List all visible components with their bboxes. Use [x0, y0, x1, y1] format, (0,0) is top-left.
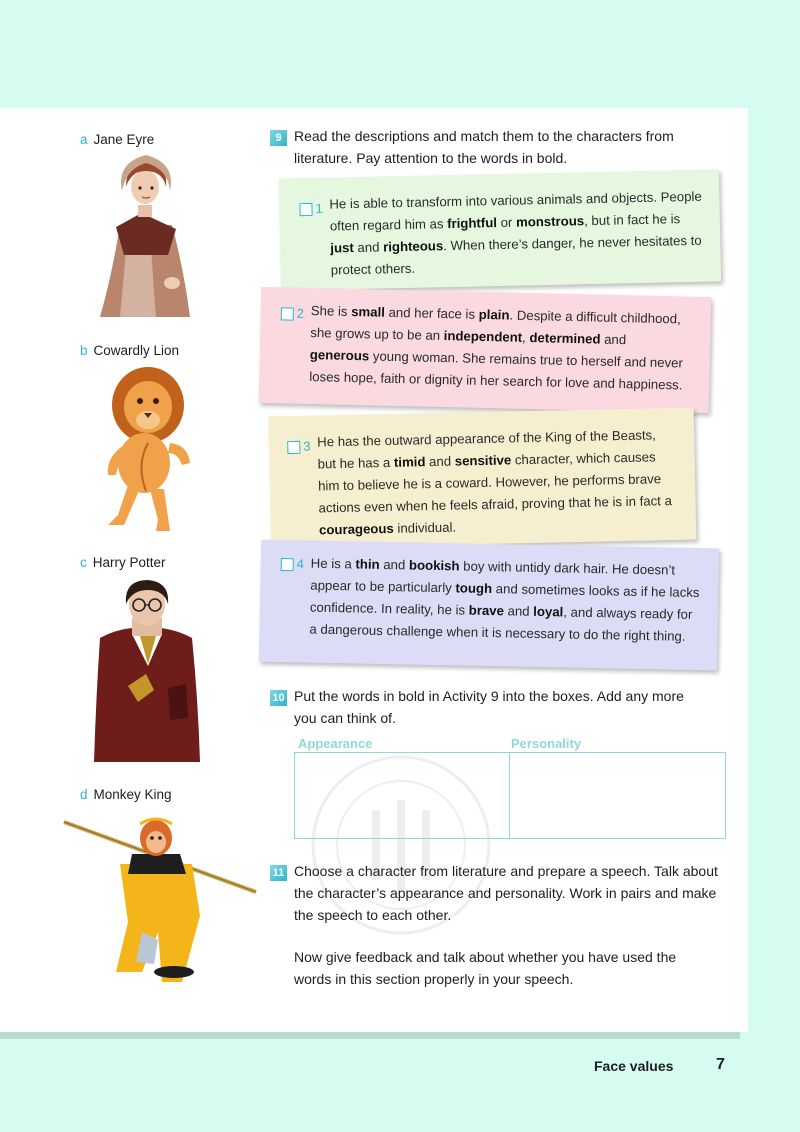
description-card-1 — [279, 169, 721, 290]
text-run: young woman. She remains true to herself and never — [369, 348, 684, 371]
monkey-king-image — [62, 812, 258, 982]
page-number: 7 — [716, 1056, 725, 1073]
label-jane-eyre: a Jane Eyre — [80, 132, 155, 147]
activity-10-number: 10 — [270, 690, 287, 706]
text-run: . When there’s danger, he never hesitates to — [443, 232, 702, 254]
label-harry-potter: c Harry Potter — [80, 555, 166, 570]
card-1-number: 1 — [315, 200, 323, 216]
bold-word: righteous — [382, 238, 444, 255]
bold-word: loyal — [533, 603, 564, 620]
jane-eyre-image — [98, 155, 194, 320]
personality-box[interactable] — [510, 753, 725, 838]
description-card-3 — [269, 408, 697, 549]
card-4-number: 4 — [296, 556, 305, 572]
answer-checkbox-2[interactable] — [281, 307, 294, 320]
text-run: He is able to transform into various animals and objects. People — [329, 188, 702, 212]
text-run: a dangerous challenge when it is necessary to do the right thing. — [309, 621, 686, 644]
harry-potter-image — [92, 578, 202, 762]
text-run: and — [600, 331, 627, 348]
text-run: or — [496, 214, 517, 231]
section-title: Face values — [594, 1058, 674, 1074]
text-run: and sometimes looks as if he lacks — [491, 581, 700, 601]
text-run: She is — [310, 303, 352, 319]
text-run: protect others. — [330, 260, 416, 278]
activity-11-number: 11 — [270, 865, 287, 881]
text-run: loses hope, faith or dignity in her search for love and happiness. — [309, 369, 683, 393]
bold-word: brave — [468, 602, 505, 619]
bold-word: frightful — [446, 215, 498, 232]
appearance-box[interactable] — [295, 753, 509, 838]
answer-checkbox-4[interactable] — [281, 558, 294, 571]
card-3-text — [317, 424, 691, 542]
activity-9-number: 9 — [270, 130, 287, 146]
card-2-text — [309, 300, 703, 397]
appearance-header: Appearance — [298, 736, 373, 751]
bold-word: thin — [355, 556, 380, 572]
bold-word: bookish — [408, 557, 460, 574]
bold-word: independent — [443, 328, 523, 345]
text-run: and — [503, 603, 534, 619]
bold-word: just — [330, 240, 354, 256]
activity-10-instructions: Put the words in bold in Activity 9 into the boxes. Add any more you can think of. — [294, 688, 684, 726]
bold-word: determined — [529, 330, 601, 347]
bold-word: sensitive — [454, 452, 512, 469]
text-run: , — [521, 329, 530, 346]
text-run: confidence. In reality, he is — [309, 599, 469, 618]
text-run: , and always ready for — [563, 604, 693, 622]
text-run: , but in fact he is — [583, 211, 681, 229]
text-run: boy with untidy dark hair. He doesn’t — [459, 558, 676, 578]
text-run: him to believe he is a coward. However, he performs brave — [317, 471, 662, 494]
vocabulary-table — [294, 752, 726, 839]
bold-word: monstrous — [515, 213, 585, 230]
label-monkey-king: d Monkey King — [80, 787, 172, 802]
bold-word: generous — [309, 347, 370, 364]
cowardly-lion-image — [98, 365, 198, 537]
text-run: and — [379, 556, 410, 573]
text-run: . Despite a difficult childhood, — [509, 307, 681, 327]
card-2-number: 2 — [296, 305, 305, 321]
text-run: and — [425, 453, 455, 470]
bold-word: plain — [478, 306, 510, 323]
text-run: often regard him as — [329, 216, 448, 234]
bottom-strip — [0, 1032, 740, 1039]
activity-11-instructions: Choose a character from literature and prepare a speech. Talk about the character’s appearance and personality. Work in pairs and make the speech to each other. Now give feedback and talk about whether you have used the words in this section properly in your speech. — [294, 863, 718, 987]
label-cowardly-lion: b Cowardly Lion — [80, 343, 180, 358]
card-4-text — [309, 553, 711, 649]
description-card-4 — [259, 540, 719, 671]
text-run: and — [353, 239, 384, 256]
bold-word: small — [350, 303, 386, 320]
description-card-2 — [259, 287, 712, 413]
text-run: individual. — [393, 519, 457, 536]
text-run: and her face is — [384, 304, 479, 322]
bold-word: tough — [455, 580, 493, 597]
card-1-text — [329, 186, 715, 282]
card-3-number: 3 — [303, 438, 311, 454]
text-run: actions even when he feels afraid, proving that he is in fact a — [318, 493, 673, 516]
answer-checkbox-1[interactable] — [299, 203, 312, 216]
bold-word: timid — [393, 454, 426, 470]
activity-9-instructions: Read the descriptions and match them to the characters from literature. Pay attention to the words in bold. — [294, 128, 674, 166]
bold-word: courageous — [318, 520, 394, 538]
text-run: she grows up to be an — [310, 325, 444, 344]
text-run: but he has a — [317, 454, 395, 472]
text-run: character, which causes — [511, 449, 656, 468]
answer-checkbox-3[interactable] — [287, 441, 300, 454]
text-run: He has the outward appearance of the King of the Beasts, — [317, 427, 656, 450]
text-run: He is a — [310, 555, 356, 572]
text-run: appear to be particularly — [310, 577, 456, 596]
personality-header: Personality — [511, 736, 582, 751]
